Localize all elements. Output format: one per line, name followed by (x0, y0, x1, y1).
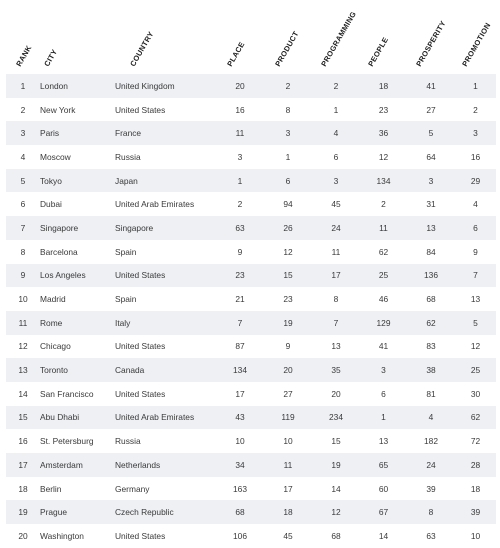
cell-prosperity: 68 (407, 287, 455, 311)
table-row (6, 264, 496, 288)
cell-place: 2 (216, 192, 264, 216)
table-row (6, 287, 496, 311)
cell-product: 119 (264, 406, 312, 430)
cell-programming: 234 (312, 406, 360, 430)
cell-place: 43 (216, 406, 264, 430)
cell-country: United States (115, 382, 216, 406)
cell-country: United Arab Emirates (115, 406, 216, 430)
cell-product: 8 (264, 98, 312, 122)
cell-product: 26 (264, 216, 312, 240)
cell-city: Dubai (40, 192, 115, 216)
cell-promotion: 29 (455, 169, 496, 193)
header-prosperity: PROSPERITY (414, 19, 448, 68)
cell-product: 23 (264, 287, 312, 311)
cell-city: Chicago (40, 335, 115, 359)
cell-product: 1 (264, 145, 312, 169)
cell-place: 163 (216, 477, 264, 501)
cell-people: 12 (360, 145, 407, 169)
cell-product: 11 (264, 453, 312, 477)
cell-rank: 18 (6, 477, 40, 501)
cell-country: United States (115, 524, 216, 548)
cell-people: 41 (360, 335, 407, 359)
cell-city: Tokyo (40, 169, 115, 193)
cell-programming: 4 (312, 121, 360, 145)
cell-rank: 15 (6, 406, 40, 430)
cell-programming: 6 (312, 145, 360, 169)
cell-programming: 24 (312, 216, 360, 240)
cell-prosperity: 84 (407, 240, 455, 264)
cell-promotion: 5 (455, 311, 496, 335)
cell-city: Abu Dhabi (40, 406, 115, 430)
cell-promotion: 39 (455, 500, 496, 524)
table-row (6, 524, 496, 548)
cell-promotion: 2 (455, 98, 496, 122)
cell-people: 6 (360, 382, 407, 406)
cell-product: 6 (264, 169, 312, 193)
cell-country: Russia (115, 429, 216, 453)
cell-product: 17 (264, 477, 312, 501)
cell-programming: 45 (312, 192, 360, 216)
cell-people: 11 (360, 216, 407, 240)
cell-promotion: 72 (455, 429, 496, 453)
cell-place: 20 (216, 74, 264, 98)
cell-country: United States (115, 98, 216, 122)
cell-country: United Kingdom (115, 74, 216, 98)
cell-product: 45 (264, 524, 312, 548)
cell-promotion: 9 (455, 240, 496, 264)
cell-product: 12 (264, 240, 312, 264)
cell-promotion: 25 (455, 358, 496, 382)
cell-programming: 7 (312, 311, 360, 335)
cell-people: 2 (360, 192, 407, 216)
cell-people: 60 (360, 477, 407, 501)
cell-place: 11 (216, 121, 264, 145)
cell-city: Singapore (40, 216, 115, 240)
cell-prosperity: 83 (407, 335, 455, 359)
cell-promotion: 6 (455, 216, 496, 240)
cell-place: 63 (216, 216, 264, 240)
cell-prosperity: 63 (407, 524, 455, 548)
cell-programming: 2 (312, 74, 360, 98)
cell-city: New York (40, 98, 115, 122)
cell-prosperity: 62 (407, 311, 455, 335)
cell-city: Los Angeles (40, 264, 115, 288)
cell-prosperity: 38 (407, 358, 455, 382)
header-country: COUNTRY (128, 29, 156, 69)
cell-programming: 8 (312, 287, 360, 311)
table-body (6, 74, 496, 548)
cell-city: Amsterdam (40, 453, 115, 477)
table-header (0, 0, 500, 74)
cell-product: 18 (264, 500, 312, 524)
cell-place: 1 (216, 169, 264, 193)
cell-city: Barcelona (40, 240, 115, 264)
cell-people: 62 (360, 240, 407, 264)
cell-prosperity: 81 (407, 382, 455, 406)
cell-rank: 20 (6, 524, 40, 548)
cell-rank: 13 (6, 358, 40, 382)
cell-programming: 11 (312, 240, 360, 264)
cell-place: 87 (216, 335, 264, 359)
cell-country: Canada (115, 358, 216, 382)
cell-product: 3 (264, 121, 312, 145)
cell-promotion: 16 (455, 145, 496, 169)
cell-prosperity: 136 (407, 264, 455, 288)
cell-city: Moscow (40, 145, 115, 169)
cell-people: 36 (360, 121, 407, 145)
table-row (6, 240, 496, 264)
cell-city: Madrid (40, 287, 115, 311)
cell-place: 34 (216, 453, 264, 477)
cell-country: United Arab Emirates (115, 192, 216, 216)
cell-product: 19 (264, 311, 312, 335)
cell-rank: 5 (6, 169, 40, 193)
cell-promotion: 10 (455, 524, 496, 548)
cell-prosperity: 4 (407, 406, 455, 430)
cell-prosperity: 8 (407, 500, 455, 524)
table-row (6, 477, 496, 501)
cell-rank: 19 (6, 500, 40, 524)
cell-programming: 35 (312, 358, 360, 382)
cell-prosperity: 64 (407, 145, 455, 169)
cell-rank: 8 (6, 240, 40, 264)
cell-country: Spain (115, 240, 216, 264)
cell-prosperity: 41 (407, 74, 455, 98)
table-row (6, 453, 496, 477)
header-city: CITY (42, 47, 60, 68)
cell-people: 18 (360, 74, 407, 98)
cell-programming: 17 (312, 264, 360, 288)
cell-country: United States (115, 335, 216, 359)
header-place: PLACE (225, 40, 247, 68)
cell-city: San Francisco (40, 382, 115, 406)
cell-people: 23 (360, 98, 407, 122)
cell-place: 134 (216, 358, 264, 382)
cell-people: 13 (360, 429, 407, 453)
table-row (6, 98, 496, 122)
cell-place: 23 (216, 264, 264, 288)
cell-city: Toronto (40, 358, 115, 382)
cell-place: 7 (216, 311, 264, 335)
cell-rank: 12 (6, 335, 40, 359)
cell-programming: 3 (312, 169, 360, 193)
cell-product: 2 (264, 74, 312, 98)
cell-people: 134 (360, 169, 407, 193)
cell-programming: 1 (312, 98, 360, 122)
cell-rank: 11 (6, 311, 40, 335)
cell-place: 16 (216, 98, 264, 122)
cell-city: Prague (40, 500, 115, 524)
table-row (6, 121, 496, 145)
table-row (6, 169, 496, 193)
table-row (6, 358, 496, 382)
table-row (6, 406, 496, 430)
cell-city: Paris (40, 121, 115, 145)
cell-programming: 68 (312, 524, 360, 548)
cell-programming: 12 (312, 500, 360, 524)
cell-prosperity: 31 (407, 192, 455, 216)
cell-country: Czech Republic (115, 500, 216, 524)
cell-rank: 9 (6, 264, 40, 288)
header-product: PRODUCT (273, 29, 301, 68)
table-row (6, 429, 496, 453)
cell-place: 10 (216, 429, 264, 453)
header-programming: PROGRAMMING (319, 9, 359, 69)
cell-programming: 20 (312, 382, 360, 406)
cell-city: Rome (40, 311, 115, 335)
cell-rank: 4 (6, 145, 40, 169)
cell-city: London (40, 74, 115, 98)
cell-rank: 1 (6, 74, 40, 98)
cell-rank: 17 (6, 453, 40, 477)
cell-place: 9 (216, 240, 264, 264)
cell-people: 65 (360, 453, 407, 477)
header-rank: RANK (14, 43, 34, 68)
cell-country: Japan (115, 169, 216, 193)
cell-rank: 14 (6, 382, 40, 406)
cell-promotion: 30 (455, 382, 496, 406)
header-promotion: PROMOTION (460, 21, 493, 68)
cell-rank: 16 (6, 429, 40, 453)
table-row (6, 311, 496, 335)
cell-rank: 6 (6, 192, 40, 216)
cell-country: Netherlands (115, 453, 216, 477)
cell-product: 10 (264, 429, 312, 453)
cell-country: Spain (115, 287, 216, 311)
cell-promotion: 3 (455, 121, 496, 145)
cell-promotion: 13 (455, 287, 496, 311)
cell-promotion: 18 (455, 477, 496, 501)
cell-city: Washington (40, 524, 115, 548)
cell-programming: 19 (312, 453, 360, 477)
cell-promotion: 62 (455, 406, 496, 430)
cell-people: 3 (360, 358, 407, 382)
header-people: PEOPLE (366, 35, 391, 68)
cell-city: Berlin (40, 477, 115, 501)
cell-country: Germany (115, 477, 216, 501)
cell-place: 17 (216, 382, 264, 406)
cell-promotion: 12 (455, 335, 496, 359)
cell-programming: 15 (312, 429, 360, 453)
cell-country: Singapore (115, 216, 216, 240)
cell-place: 21 (216, 287, 264, 311)
cell-prosperity: 5 (407, 121, 455, 145)
cell-prosperity: 3 (407, 169, 455, 193)
table-row (6, 500, 496, 524)
cell-promotion: 28 (455, 453, 496, 477)
cell-prosperity: 13 (407, 216, 455, 240)
cell-product: 27 (264, 382, 312, 406)
cell-rank: 2 (6, 98, 40, 122)
cell-promotion: 1 (455, 74, 496, 98)
cell-prosperity: 182 (407, 429, 455, 453)
table-row (6, 216, 496, 240)
cell-programming: 14 (312, 477, 360, 501)
cell-product: 15 (264, 264, 312, 288)
cell-people: 1 (360, 406, 407, 430)
cell-city: St. Petersburg (40, 429, 115, 453)
table-row (6, 382, 496, 406)
cell-place: 106 (216, 524, 264, 548)
cell-people: 67 (360, 500, 407, 524)
table-row (6, 192, 496, 216)
cell-promotion: 7 (455, 264, 496, 288)
cell-prosperity: 27 (407, 98, 455, 122)
cell-product: 20 (264, 358, 312, 382)
cell-programming: 13 (312, 335, 360, 359)
cell-people: 46 (360, 287, 407, 311)
city-ranking-table (6, 74, 496, 548)
table-row (6, 145, 496, 169)
cell-rank: 7 (6, 216, 40, 240)
table-row (6, 335, 496, 359)
cell-place: 3 (216, 145, 264, 169)
cell-country: Italy (115, 311, 216, 335)
cell-promotion: 4 (455, 192, 496, 216)
cell-rank: 3 (6, 121, 40, 145)
cell-people: 25 (360, 264, 407, 288)
cell-prosperity: 39 (407, 477, 455, 501)
cell-people: 14 (360, 524, 407, 548)
cell-people: 129 (360, 311, 407, 335)
cell-product: 9 (264, 335, 312, 359)
cell-product: 94 (264, 192, 312, 216)
cell-country: Russia (115, 145, 216, 169)
cell-place: 68 (216, 500, 264, 524)
cell-prosperity: 24 (407, 453, 455, 477)
cell-rank: 10 (6, 287, 40, 311)
table-row (6, 74, 496, 98)
cell-country: France (115, 121, 216, 145)
cell-country: United States (115, 264, 216, 288)
